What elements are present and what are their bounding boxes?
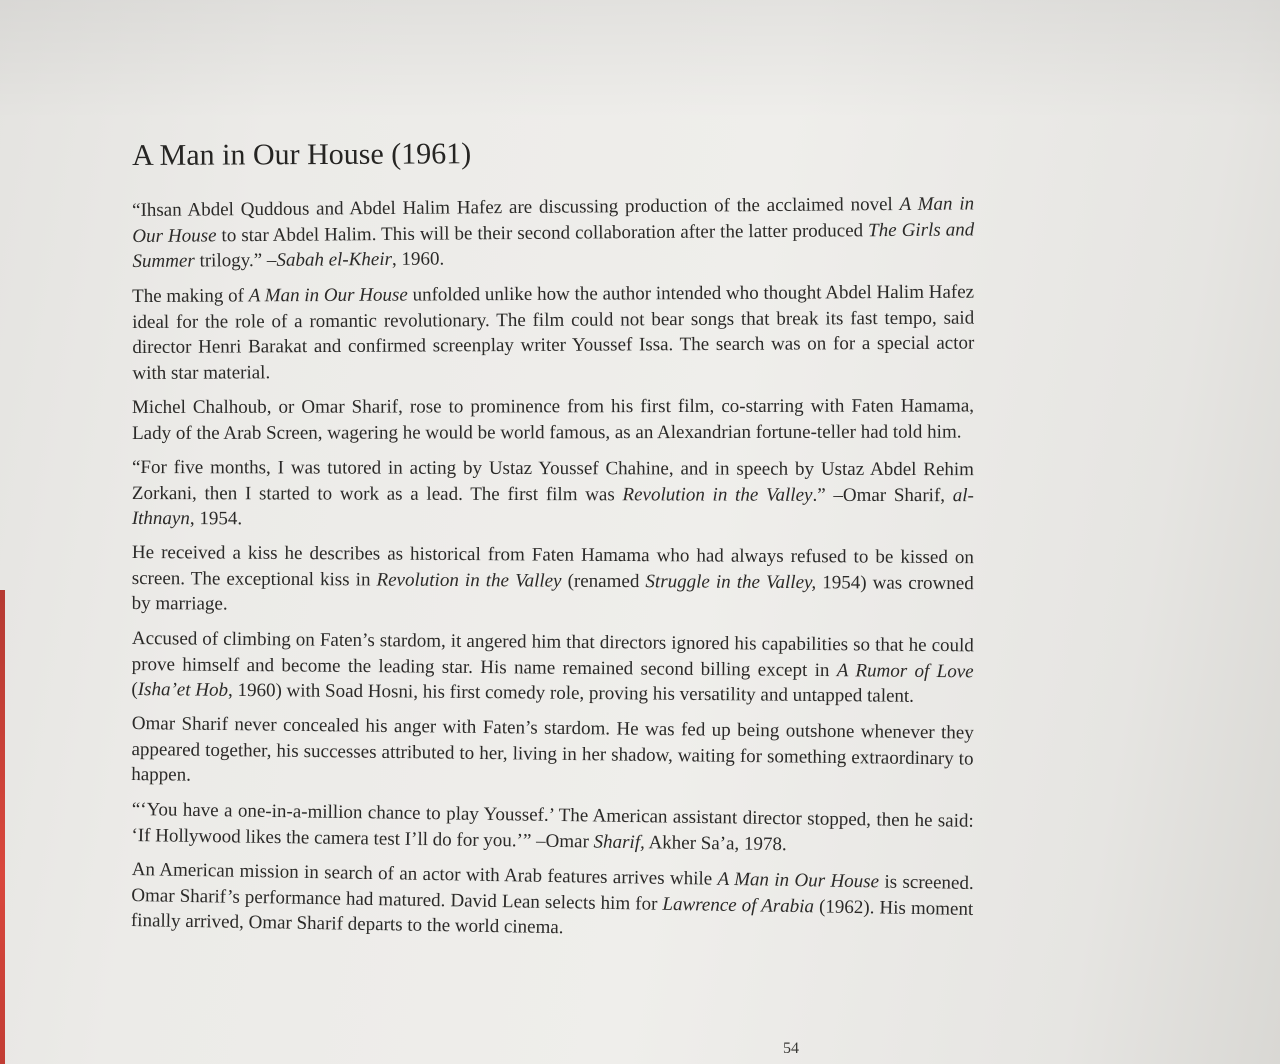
paragraph-2: [132, 279, 975, 385]
paragraph-6: [131, 626, 974, 710]
paragraph-text: .” –Omar Sharif,: [812, 483, 953, 506]
paragraph-text: , 1954.: [189, 507, 243, 529]
paragraph-text: An American mission in search of an actor with Arab features arrives while: [131, 858, 718, 890]
paragraph-text: “For five months, I was tutored in acting by Ustaz Youssef Chahine, and in speech by Ustaz Abdel Rehim Zorkani, then I started to work as a lead. The first film was: [131, 456, 974, 505]
paragraph-text: is screened. Omar Sharif’s performance had matured. David Lean selects him for: [131, 870, 974, 914]
paragraph-text: Omar Sharif never concealed his anger with Faten’s stardom. He was fed up being outshone whenever they appeared together, his successes attributed to her, living in her shadow, waiting for something extraordinary to happen.: [131, 712, 974, 786]
page-title: A Man in Our House (1961): [132, 137, 472, 172]
paragraph-1: [132, 191, 975, 274]
paragraph-text: The making of: [132, 284, 249, 307]
paragraph-text: (: [131, 678, 138, 700]
paragraph-3: [132, 393, 974, 445]
paragraph-5: [132, 540, 974, 622]
paragraph-text: Akher Sa’a, 1978.: [644, 831, 787, 855]
paragraph-text: “Ihsan Abdel Quddous and Abdel Halim Hafez are discussing production of the acclaimed novel: [132, 193, 900, 221]
italic-title-text: A Rumor of Love: [836, 659, 974, 682]
cover-edge: [0, 590, 5, 1064]
italic-title-text: Sharif,: [593, 830, 645, 853]
page-number: 54: [783, 1040, 799, 1057]
paragraph-text: (renamed: [561, 570, 646, 592]
italic-title-text: Sabah el-Kheir: [276, 248, 393, 271]
paragraph-8: [131, 797, 974, 860]
italic-title-text: Revolution in the Valley: [622, 483, 813, 505]
paragraph-text: unfolded unlike how the author intended who thought Abdel Halim Hafez ideal for the role of a romantic revolutionary. The film could not bear songs that break its fast tempo, said director Henri Barakat and confirmed screenplay writer Youssef Issa. The search was on for a special actor with star material.: [132, 281, 975, 383]
paragraph-text: , 1960) with Soad Hosni, his first comedy role, proving his versatility and untapped talent.: [227, 679, 915, 707]
paragraph-text: “‘You have a one-in-a-million chance to play Youssef.’ The American assistant director stopped, then he said: ‘If Hollywood likes the camera test I’ll do for you.’” –Omar: [131, 798, 974, 852]
italic-title-text: Struggle in the Valley,: [645, 570, 817, 593]
paragraph-text: trilogy.” –: [194, 249, 277, 272]
paragraph-text: (1962). His moment finally arrived, Omar Sharif departs to the world cinema.: [130, 895, 974, 938]
paragraph-9: [131, 857, 974, 947]
italic-title-text: Isha’et Hob: [137, 678, 229, 701]
paragraph-text: to star Abdel Halim. This will be their second collaboration after the latter produced: [216, 219, 869, 246]
paragraph-text: Accused of climbing on Faten’s stardom, it angered him that directors ignored his capabilities so that he could prove himself and become the leading star. His name remained second billing except in: [131, 627, 974, 681]
paragraph-text: He received a kiss he describes as historical from Faten Hamama who had always refused to be kissed on screen. The exceptional kiss in: [131, 542, 974, 590]
italic-title-text: Lawrence of Arabia: [662, 892, 815, 917]
page-shadow: [0, 0, 1280, 120]
italic-title-text: al-Ithnayn: [131, 484, 974, 529]
italic-title-text: Revolution in the Valley: [376, 568, 562, 592]
paragraph-text: Michel Chalhoub, or Omar Sharif, rose to prominence from his first film, co-starring with Faten Hamama, Lady of the Arab Screen, wagering he would be world famous, as an Alexandrian fortune-teller had told him.: [132, 395, 975, 443]
article: [132, 138, 974, 942]
paragraph-text: , 1960.: [391, 248, 445, 270]
italic-title-text: A Man in Our House: [248, 284, 408, 306]
italic-title-text: The Girls and Summer: [132, 218, 975, 272]
italic-title-text: A Man in Our House: [132, 193, 975, 247]
paragraph-7: [131, 711, 974, 797]
italic-title-text: A Man in Our House: [717, 868, 880, 892]
paragraph-text: 1954) was crowned by marriage.: [131, 571, 974, 615]
paragraph-4: [132, 455, 974, 534]
